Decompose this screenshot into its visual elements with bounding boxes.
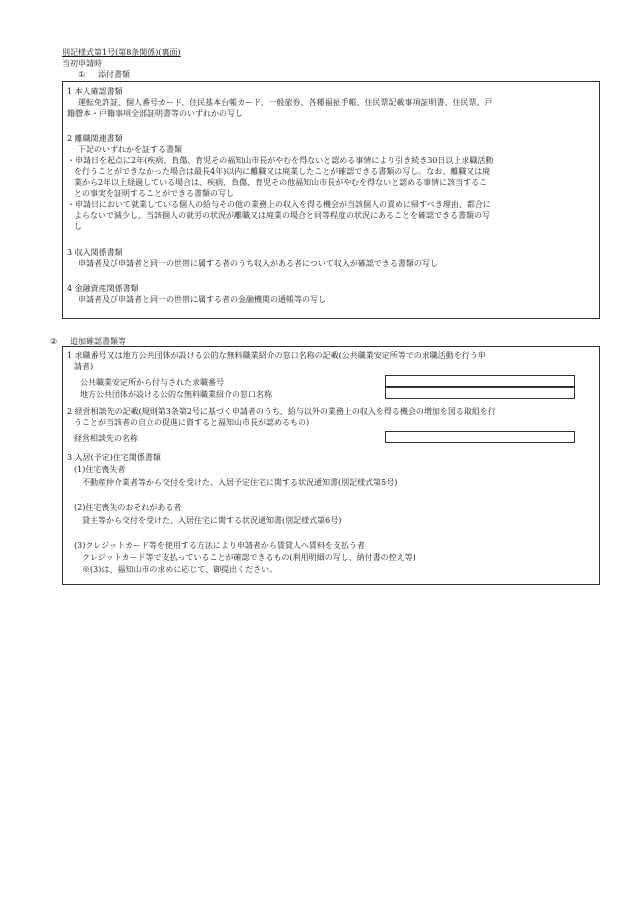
income-docs-line: 申請者及び申請者と同一の世帯に属する者のうち収入がある者について収入が確認できる書類の写し [78,259,438,268]
separation-docs-line: 業から2年以上経過している場合は、疾病、負傷、育児その他福知山市長がやむを得ないと認める事情に該当するこ [74,178,488,187]
separation-docs-line: を行うことができなかった場合は最長4年)以内に離職又は廃業したことが確認できる書類の写し。なお、離職又は廃 [74,167,491,176]
section2-title: 追加確認書類等 [70,337,126,346]
business-consultation-field[interactable] [385,431,575,443]
separation-docs-line: よらないで減少し、当該個人の就労の状況が離職又は廃業の場合と同等程度の状況にあることを確認できる書類の写 [74,211,490,220]
business-consultation-item: 2 経営相談先の記載(規則第3条第2号に基づく申請者のうち、給与以外の業務上の収入を得る機会の増加を図る取組を行 [67,407,496,416]
housing-loss-label: (1)住宅喪失者 [74,465,126,474]
credit-card-payer-text: クレジットカード等で支払っていることが確認できるもの(利用明細の写し、納付書の控え等) [82,553,416,562]
section2-marker: ② [50,337,58,346]
separation-docs-line: ・申請日を起点に2年(疾病、負傷、育児その福知山市長がやむを得ないと認める事情により引き続き30日以上求職活動 [67,156,494,165]
job-seeker-number-field[interactable] [385,375,575,387]
section1-title: 添付書類 [98,70,130,79]
job-seeker-number-label: 公共職業安定所から付与された求職番号 [80,378,224,387]
job-seeker-number-item: 1 求職番号又は地方公共団体が設ける公的な無料職業紹介の窓口名称の記載(公共職業安定所等での求職活動を行う申 [67,351,486,360]
housing-risk-text: 貸主等から交付を受けた、入居住宅に関する状況通知書(別記様式第6号) [82,516,342,525]
job-seeker-number-item: 請者) [74,362,94,371]
identity-docs-line: 運転免許証、個人番号カード、住民基本台帳カード、一般旅券、各種福祉手帳、住民票記載事項証明書、住民票、戸 [78,98,493,107]
separation-docs-line: との事実を証明することができる書類の写し [74,189,234,198]
business-consultation-item: うことが当該者の自立の促進に資すると福知山市長が認めるもの) [74,418,310,427]
initial-application-heading: 当初申請時 [62,59,102,68]
employment-service-window-field[interactable] [385,387,575,399]
financial-assets-docs-label: 4 金融資産関係書類 [67,284,139,293]
separation-docs-line: し [74,222,82,231]
employment-service-window-label: 地方公共団体が設ける公的な無料職業紹介の窓口名称 [80,390,272,399]
separation-docs-label: 2 離職関連書類 [67,134,123,143]
housing-docs-label: 3 入居(予定)住宅関係書類 [67,453,161,462]
housing-loss-text: 不動産仲介業者等から交付を受けた、入居予定住宅に関する状況通知書(別記様式第5号) [82,478,398,487]
housing-risk-label: (2)住宅喪失のおそれがある者 [74,503,182,512]
section1-marker: ① [78,70,86,79]
form-title: 別記様式第1号(第8条関係)(裏面) [62,48,181,57]
separation-docs-line: ・申請日において就業している個人の給与その他の業務上の収入を得る機会が当該個人の責めに帰すべき理由、都合に [67,200,491,209]
business-consultation-label: 経営相談先の名称 [74,434,138,443]
separation-docs-line: 下記のいずれかを証する書類 [78,145,182,154]
income-docs-label: 3 収入関係書類 [67,248,123,257]
identity-docs-line: 籍謄本・戸籍事項全部証明書等のいずれかの写し [67,109,243,118]
financial-assets-docs-line: 申請者及び申請者と同一の世帯に属する者の金融機関の通帳等の写し [78,295,326,304]
identity-docs-label: 1 本人確認書類 [67,87,123,96]
credit-card-note: ※(3)は、福知山市の求めに応じて、御提出ください。 [82,565,278,574]
credit-card-payer-label: (3)クレジットカード等を使用する方法により申請者から賃貸人へ賃料を支払う者 [74,541,365,550]
